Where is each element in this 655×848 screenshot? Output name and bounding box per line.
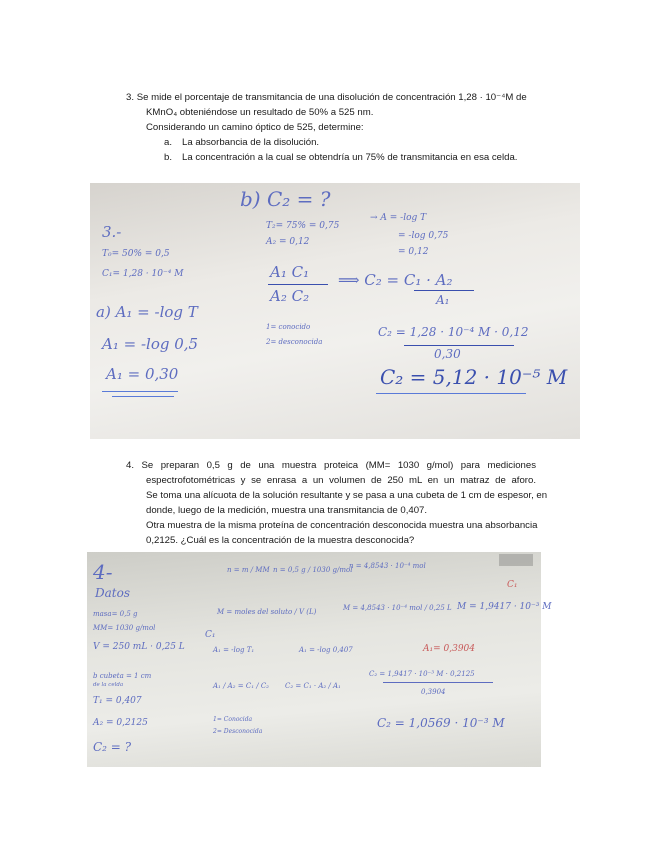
board2-title: 4-	[93, 560, 113, 584]
problem-3-line-3: Considerando un camino óptico de 525, determine:	[146, 122, 364, 133]
problem-4-line-5: Otra muestra de la misma proteína de concentración desconocida muestra una absorbancia	[146, 520, 538, 531]
board2-absorbance-result: A₁= 0,3904	[423, 644, 476, 654]
board1-c2-result: C₂ = 5,12 · 10⁻⁵ M	[380, 365, 568, 389]
problem-3-item-b: b. La concentración a la cual se obtendría un 75% de transmitancia en esa celda.	[164, 152, 518, 163]
board1-a2: A₂ = 0,12	[266, 237, 310, 247]
board2-cuvette-note: de la celda	[93, 682, 124, 688]
board2-moles-substitution: n = 0,5 g / 1030 g/mol	[273, 566, 353, 574]
problem-3-statement	[126, 90, 581, 165]
board2-t1: T₁ = 0,407	[93, 696, 142, 706]
board1-a-formula: a) A₁ = -log T	[96, 303, 198, 321]
board2-volume: V = 250 mL · 0,25 L	[93, 642, 185, 652]
problem-4-line-4: donde, luego de la medición, muestra una transmitancia de 0,407.	[146, 505, 428, 516]
board2-datos: Datos	[95, 586, 130, 600]
problem-4-line-6: 0,2125. ¿Cuál es la concentración de la muestra desconocida?	[146, 535, 415, 546]
board1-concentration: C₁= 1,28 · 10⁻⁴ M	[102, 269, 184, 279]
board1-absorbance-formula: → A = -log T	[370, 213, 427, 223]
board1-ratio-numerator: A₁ C₁	[270, 263, 310, 281]
board1-b-heading: b) C₂ = ?	[240, 187, 331, 211]
board2-c2-substitution: C₂ = 1,9417 · 10⁻³ M · 0,2125	[369, 670, 475, 678]
whiteboard-photo-problem-4	[87, 552, 552, 767]
board1-t2: T₂= 75% = 0,75	[266, 221, 340, 231]
board2-c2-formula: C₂ = C₁ · A₂ / A₁	[285, 682, 341, 690]
board1-ratio-bar	[268, 284, 328, 285]
board2-cuvette: b cubeta = 1 cm	[93, 672, 152, 680]
problem-4-line-3: Se toma una alícuota de la solución resultante y se pasa a una cubeta de 1 cm de espesor, en	[146, 490, 548, 501]
board2-corner-note: C₁	[507, 580, 518, 590]
board1-a-underline-1	[102, 391, 178, 392]
board2-absorbance-formula: A₁ = -log T₁	[213, 646, 255, 654]
board2-moles-result: n = 4,8543 · 10⁻⁴ mol	[349, 562, 426, 570]
board1-c2-substitution-denominator: 0,30	[434, 347, 461, 361]
board1-note-1: 1= conocido	[266, 323, 311, 331]
board2-molar-mass: MM= 1030 g/mol	[93, 624, 156, 632]
board2-corner-frame	[499, 554, 533, 566]
board1-c2-formula-bar	[414, 290, 474, 291]
board1-title: 3.-	[102, 223, 122, 241]
board1-absorbance-substitution: = -log 0,75	[398, 231, 449, 241]
problem-4-line-1: 4. Se preparan 0,5 g de una muestra proteica (MM= 1030 g/mol) para mediciones	[126, 460, 537, 471]
board2-moles-formula: n = m / MM	[227, 566, 270, 574]
board2-molarity-substitution: M = 4,8543 · 10⁻⁴ mol / 0,25 L	[343, 604, 452, 612]
board1-c2-formula-denominator: A₁	[436, 293, 450, 307]
board1-c2-formula: ⟹ C₂ = C₁ · A₂	[338, 271, 453, 289]
board1-c2-substitution: C₂ = 1,28 · 10⁻⁴ M · 0,12	[378, 325, 529, 339]
board1-absorbance-result: = 0,12	[398, 247, 429, 257]
problem-4-line-2: espectrofotométricas y se enrasa a un volumen de 250 mL en un matraz de aforo.	[146, 475, 536, 486]
board1-a-result: A₁ = 0,30	[106, 365, 179, 383]
board2-note-1: 1= Conocida	[213, 716, 253, 723]
board2-c2-substitution-denominator: 0,3904	[421, 688, 446, 696]
board1-transmittance: T₀= 50% = 0,5	[102, 249, 170, 259]
board2-molarity-formula: M = moles del soluto / V (L)	[217, 608, 317, 616]
board2-note-2: 2= Desconocida	[213, 728, 263, 735]
problem-3-line-2: KMnO₄ obteniéndose un resultado de 50% a 525 nm.	[146, 107, 374, 118]
board1-c2-substitution-bar	[404, 345, 514, 346]
problem-4-number: 4.	[126, 460, 135, 471]
problem-3-line-1: 3. Se mide el porcentaje de transmitancia de una disolución de concentración 1,28 · 10⁻⁴M de	[126, 92, 527, 103]
board1-a-substitution: A₁ = -log 0,5	[102, 335, 199, 353]
board1-ratio-denominator: A₂ C₂	[270, 287, 310, 305]
board1-note-2: 2= desconocida	[266, 338, 323, 346]
board2-absorbance-substitution: A₁ = -log 0,407	[299, 646, 353, 654]
board2-c2-result: C₂ = 1,0569 · 10⁻³ M	[377, 716, 505, 730]
board2-ratio: A₁ / A₂ = C₁ / C₂	[213, 682, 269, 690]
whiteboard-photo-problem-3	[90, 183, 580, 439]
board2-c2-unknown: C₂ = ?	[93, 740, 132, 754]
problem-4-statement	[126, 458, 548, 548]
board2-a2: A₂ = 0,2125	[93, 718, 148, 728]
board2-c2-substitution-bar	[383, 682, 493, 683]
problem-3-item-a: a. La absorbancia de la disolución.	[164, 137, 320, 148]
board2-molarity-result: M = 1,9417 · 10⁻³ M	[457, 602, 552, 612]
board1-result-underline	[376, 393, 526, 394]
board1-a-underline-2	[112, 396, 174, 397]
problem-3-number: 3.	[126, 92, 135, 103]
board2-mass: masa= 0,5 g	[93, 610, 138, 618]
board2-c1-brace-label: C₁	[205, 630, 216, 640]
